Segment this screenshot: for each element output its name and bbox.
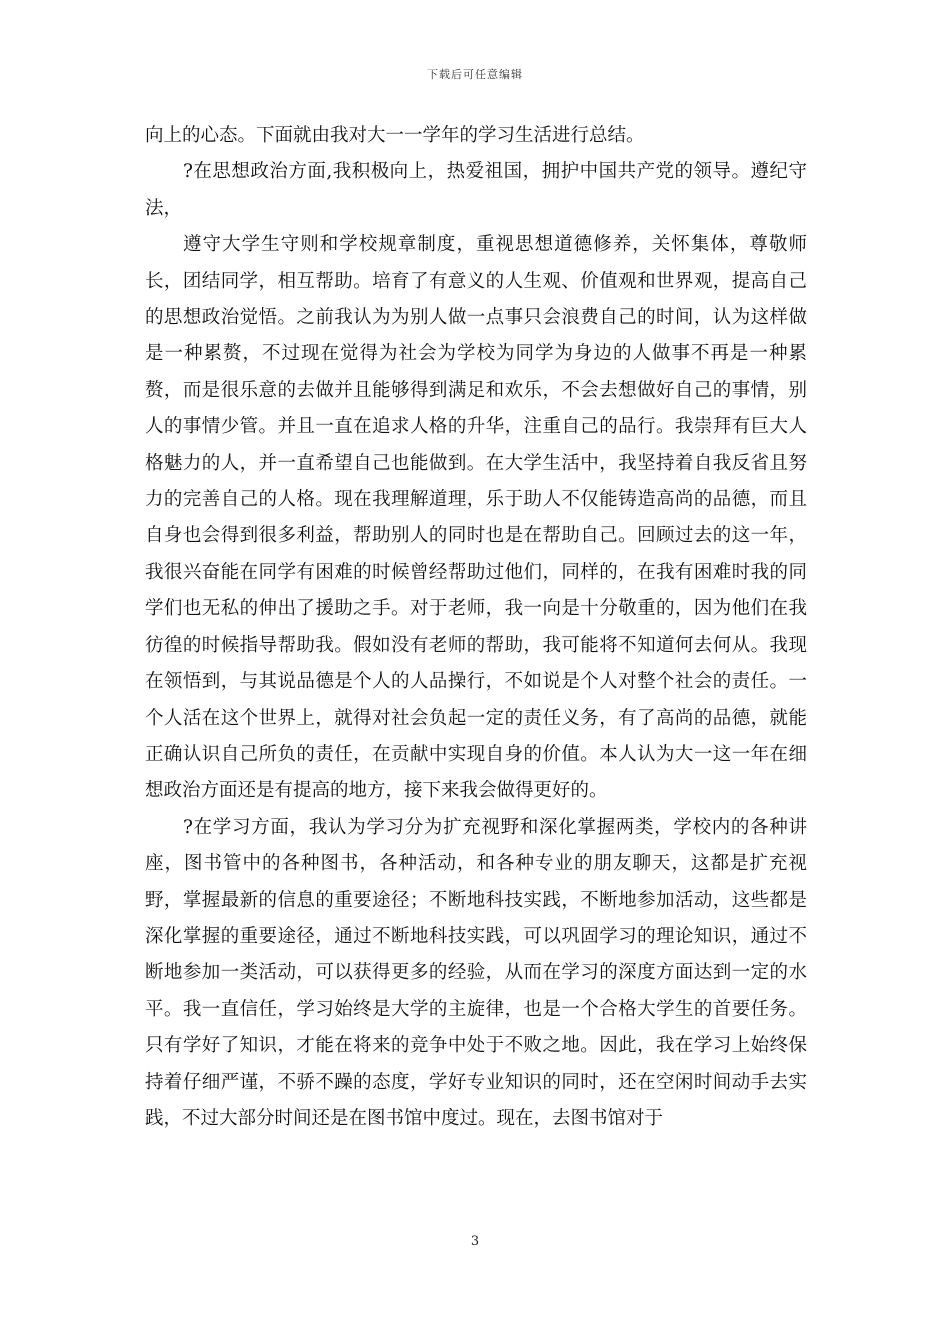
paragraph-1: 向上的心态。下面就由我对大一一学年的学习生活进行总结。 xyxy=(145,125,645,146)
document-body xyxy=(145,118,807,1137)
page-header: 下载后可任意编辑 xyxy=(427,68,523,81)
paragraph-2: ?在思想政治方面,我积极向上，热爱祖国，拥护中国共产党的领导。遵纪守法， xyxy=(145,161,807,219)
paragraph-4: ?在学习方面，我认为学习分为扩充视野和深化掌握两类，学校内的各种讲座，图书管中的各种图书，各种活动，和各种专业的朋友聊天，这都是扩充视野，掌握最新的信息的重要途径；不断地科技实践，不断地参加活动，这些都是深化掌握的重要途径，通过不断地科技实践，可以巩固学习的理论知识，通过不断地参加一类活动，可以获得更多的经验，从而在学习的深度方面达到一定的水平。我一直信任，学习始终是大学的主旋律，也是一个合格大学生的首要任务。只有学好了知识，才能在将来的竞争中处于不败之地。因此，我在学习上始终保持着仔细严谨，不骄不躁的态度，学好专业知识的同时，还在空闲时间动手去实践，不过大部分时间还是在图书馆中度过。现在，去图书馆对于 xyxy=(145,816,807,1129)
paragraph-3: 遵守大学生守则和学校规章制度，重视思想道德修养，关怀集体，尊敬师长，团结同学，相互帮助。培育了有意义的人生观、价值观和世界观，提高自己的思想政治觉悟。之前我认为为别人做一点事只会浪费自己的时间，认为这样做是一种累赘，不过现在觉得为社会为学校为同学为身边的人做事不再是一种累赘，而是很乐意的去做并且能够得到满足和欢乐，不会去想做好自己的事情，别人的事情少管。并且一直在追求人格的升华，注重自己的品行。我崇拜有巨大人格魅力的人，并一直希望自己也能做到。在大学生活中，我坚持着自我反省且努力的完善自己的人格。现在我理解道理，乐于助人不仅能铸造高尚的品德，而且自身也会得到很多利益，帮助别人的同时也是在帮助自己。回顾过去的这一年，我很兴奋能在同学有困难的时候曾经帮助过他们，同样的，在我有困难时我的同学们也无私的伸出了援助之手。对于老师，我一向是十分敬重的，因为他们在我彷徨的时候指导帮助我。假如没有老师的帮助，我可能将不知道何去何从。我现在领悟到，与其说品德是个人的人品操行，不如说是个人对整个社会的责任。一个人活在这个世界上，就得对社会负起一定的责任义务，有了高尚的品德，就能正确认识自己所负的责任，在贡献中实现自身的价值。本人认为大一这一年在细想政治方面还是有提高的地方，接下来我会做得更好的。 xyxy=(145,234,807,802)
page-number: 3 xyxy=(470,1234,480,1249)
